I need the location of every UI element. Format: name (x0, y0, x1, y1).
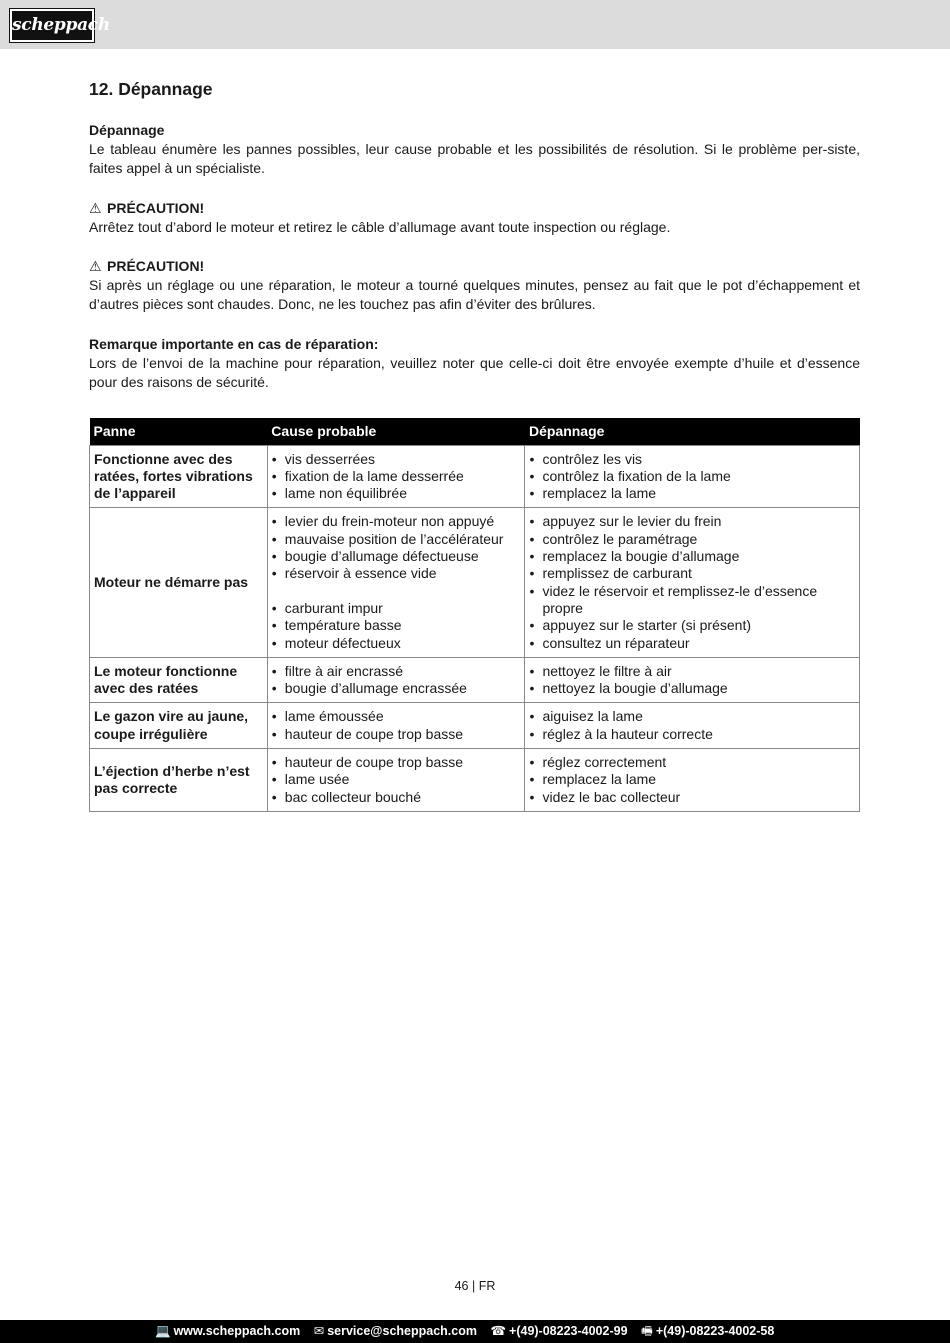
remark-heading: Remarque importante en cas de réparation: (89, 335, 379, 352)
list-item: • carburant impur (272, 600, 521, 617)
remark-block (89, 335, 860, 393)
fax-icon: 🖷 (641, 1324, 653, 1338)
panne-cell: Le gazon vire au jaune, coupe irrégulière (90, 703, 268, 749)
fix-cell (525, 748, 860, 811)
footer-email-link[interactable]: service@scheppach.com (327, 1324, 477, 1338)
warning-icon: ⚠ (89, 258, 102, 275)
cause-cell (267, 445, 525, 508)
list-item: • appuyez sur le starter (si présent) (529, 617, 855, 634)
computer-icon: 💻 (155, 1324, 171, 1338)
caution-text: Arrêtez tout d’abord le moteur et retirez le câble d’allumage avant toute inspection ou réglage. (89, 218, 671, 235)
list-item: • remplacez la lame (529, 771, 855, 788)
list-item: • levier du frein-moteur non appuyé (272, 513, 521, 530)
list-item: • remplacez la bougie d’allumage (529, 548, 855, 565)
caution-block-1 (89, 199, 860, 237)
fix-cell (525, 657, 860, 703)
table-header-row (90, 418, 860, 445)
list-item: • nettoyez le filtre à air (529, 663, 855, 680)
page-content (89, 77, 860, 812)
list-item: • lame non équilibrée (272, 485, 521, 502)
fix-cell (525, 508, 860, 657)
table-row (90, 703, 860, 749)
list-item: • bac collecteur bouché (272, 789, 521, 806)
list-item: • contrôlez le paramétrage (529, 531, 855, 548)
warning-icon: ⚠ (89, 199, 102, 216)
panne-cell: Moteur ne démarre pas (90, 508, 268, 657)
intro-text: Le tableau énumère les pannes possibles, leur cause probable et les possibilités de résolution. Si le problème per-siste, faites appel à un spécialiste. (89, 141, 860, 177)
list-item: • température basse (272, 617, 521, 634)
mail-icon: ✉ (313, 1324, 325, 1338)
panne-cell: Fonctionne avec des ratées, fortes vibrations de l’appareil (90, 445, 268, 508)
cause-cell (267, 657, 525, 703)
footer-bar (0, 1320, 950, 1343)
caution-heading: PRÉCAUTION! (107, 258, 205, 275)
cause-cell (267, 508, 525, 657)
table-row (90, 445, 860, 508)
list-item: • mauvaise position de l’accélérateur (272, 531, 521, 548)
table-row (90, 657, 860, 703)
footer-fax: +(49)-08223-4002-58 (655, 1324, 775, 1338)
troubleshooting-table (89, 418, 860, 812)
phone-icon: ☎ (490, 1324, 507, 1338)
list-item: • nettoyez la bougie d’allumage (529, 680, 855, 697)
remark-text: Lors de l’envoi de la machine pour réparation, veuillez noter que celle-ci doit être envoyée exempte d’huile et d’essence pour des raisons de sécurité. (89, 354, 860, 391)
list-item: • appuyez sur le levier du frein (529, 513, 855, 530)
scheppach-logo: scheppach (10, 9, 94, 42)
caution-heading: PRÉCAUTION! (107, 199, 205, 216)
fix-cell (525, 703, 860, 749)
list-item: • fixation de la lame desserrée (272, 468, 521, 485)
column-header-cause: Cause probable (267, 418, 525, 445)
footer-phone: +(49)-08223-4002-99 (509, 1324, 628, 1338)
intro-block (89, 121, 860, 179)
list-item: • vis desserrées (272, 451, 521, 468)
list-item: • hauteur de coupe trop basse (272, 726, 521, 743)
list-item: • lame usée (272, 771, 521, 788)
panne-cell: L’éjection d’herbe n’est pas correcte (90, 748, 268, 811)
caution-block-2 (89, 257, 860, 315)
caution-text: Si après un réglage ou une réparation, le moteur a tourné quelques minutes, pensez au fait que le pot d’échappement et d’autres pièces sont chaudes. Donc, ne les touchez pas afin d’éviter des brûlures. (89, 277, 860, 313)
list-item: • bougie d’allumage défectueuse (272, 548, 521, 565)
list-item: • lame émoussée (272, 708, 521, 725)
list-item: • videz le réservoir et remplissez-le d’essence propre (529, 583, 855, 618)
table-row (90, 748, 860, 811)
column-header-panne: Panne (90, 418, 268, 445)
section-title: 12. Dépannage (89, 79, 213, 99)
list-item: • contrôlez la fixation de la lame (529, 468, 855, 485)
cause-cell (267, 703, 525, 749)
page-number: 46 | FR (454, 1279, 496, 1293)
list-item: • consultez un réparateur (529, 635, 855, 652)
column-header-depannage: Dépannage (525, 418, 860, 445)
list-item: • hauteur de coupe trop basse (272, 754, 521, 771)
list-item: • bougie d’allumage encrassée (272, 680, 521, 697)
list-item: • filtre à air encrassé (272, 663, 521, 680)
list-item: • réglez à la hauteur correcte (529, 726, 855, 743)
fix-cell (525, 445, 860, 508)
intro-heading: Dépannage (89, 122, 165, 138)
cause-cell (267, 748, 525, 811)
list-item: • réservoir à essence vide (272, 565, 521, 582)
list-item: • contrôlez les vis (529, 451, 855, 468)
list-item: • aiguisez la lame (529, 708, 855, 725)
table-row (90, 508, 860, 657)
list-item: • remplissez de carburant (529, 565, 855, 582)
footer-website-link[interactable]: www.scheppach.com (173, 1324, 301, 1338)
list-item: • moteur défectueux (272, 635, 521, 652)
list-item: • réglez correctement (529, 754, 855, 771)
header-bar (0, 0, 950, 49)
list-item: • remplacez la lame (529, 485, 855, 502)
list-item: • videz le bac collecteur (529, 789, 855, 806)
panne-cell: Le moteur fonctionne avec des ratées (90, 657, 268, 703)
